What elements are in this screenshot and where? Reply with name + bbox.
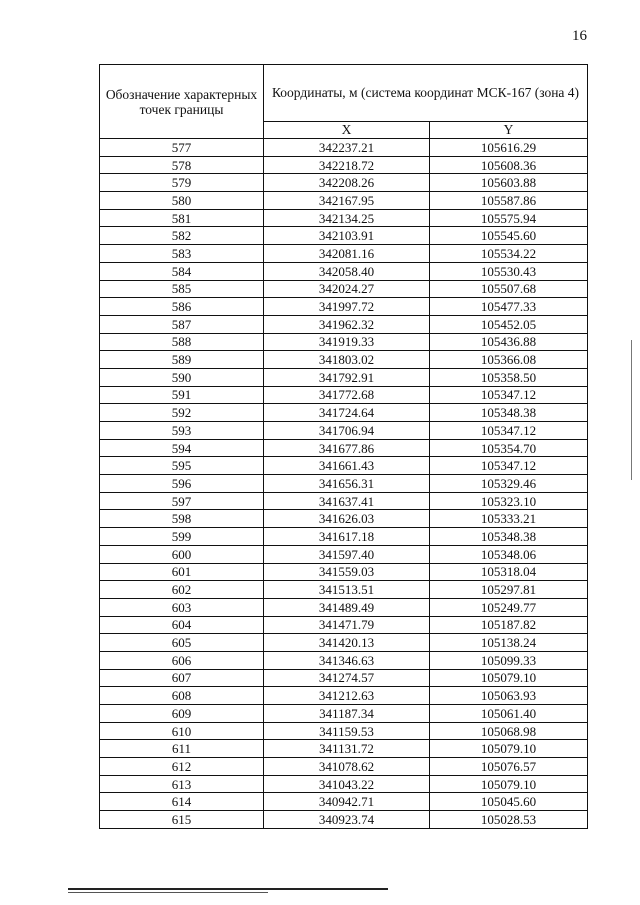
table-body	[100, 139, 588, 829]
header-x: X	[264, 121, 430, 138]
x-coordinate-cell: 341471.79	[264, 616, 430, 634]
y-coordinate-cell: 105079.10	[430, 669, 588, 687]
y-coordinate-cell: 105616.29	[430, 139, 588, 157]
table-row	[100, 139, 588, 157]
table-row	[100, 156, 588, 174]
table-row	[100, 598, 588, 616]
x-coordinate-cell: 341724.64	[264, 404, 430, 422]
header-point-label	[100, 65, 264, 139]
x-coordinate-cell: 341803.02	[264, 351, 430, 369]
table-row	[100, 758, 588, 776]
y-coordinate-cell: 105348.38	[430, 528, 588, 546]
x-coordinate-cell: 341513.51	[264, 581, 430, 599]
point-id-cell: 608	[100, 687, 264, 705]
x-coordinate-cell: 341212.63	[264, 687, 430, 705]
y-coordinate-cell: 105348.38	[430, 404, 588, 422]
point-id-cell: 595	[100, 457, 264, 475]
y-coordinate-cell: 105187.82	[430, 616, 588, 634]
x-coordinate-cell: 342081.16	[264, 245, 430, 263]
point-id-cell: 611	[100, 740, 264, 758]
point-id-cell: 603	[100, 598, 264, 616]
table-row	[100, 510, 588, 528]
point-id-cell: 587	[100, 315, 264, 333]
x-coordinate-cell: 342218.72	[264, 156, 430, 174]
y-coordinate-cell: 105068.98	[430, 722, 588, 740]
y-coordinate-cell: 105099.33	[430, 651, 588, 669]
x-coordinate-cell: 341043.22	[264, 775, 430, 793]
point-id-cell: 577	[100, 139, 264, 157]
table-row	[100, 634, 588, 652]
y-coordinate-cell: 105477.33	[430, 298, 588, 316]
x-coordinate-cell: 341617.18	[264, 528, 430, 546]
y-coordinate-cell: 105545.60	[430, 227, 588, 245]
point-id-cell: 591	[100, 386, 264, 404]
point-id-cell: 596	[100, 475, 264, 493]
footer-rule	[68, 888, 388, 890]
y-coordinate-cell: 105603.88	[430, 174, 588, 192]
y-coordinate-cell: 105028.53	[430, 811, 588, 829]
y-coordinate-cell: 105347.12	[430, 422, 588, 440]
x-coordinate-cell: 342167.95	[264, 192, 430, 210]
x-coordinate-cell: 341597.40	[264, 545, 430, 563]
x-coordinate-cell: 341187.34	[264, 705, 430, 723]
header-coordinates	[264, 65, 588, 122]
scan-edge-mark	[631, 340, 632, 480]
x-coordinate-cell: 342208.26	[264, 174, 430, 192]
table-row	[100, 298, 588, 316]
point-id-cell: 599	[100, 528, 264, 546]
x-coordinate-cell: 340923.74	[264, 811, 430, 829]
x-coordinate-cell: 341346.63	[264, 651, 430, 669]
y-coordinate-cell: 105079.10	[430, 740, 588, 758]
table-row	[100, 563, 588, 581]
table-row	[100, 209, 588, 227]
x-coordinate-cell: 341420.13	[264, 634, 430, 652]
point-id-cell: 602	[100, 581, 264, 599]
table-row	[100, 315, 588, 333]
table-row	[100, 811, 588, 829]
table-row	[100, 687, 588, 705]
table-row	[100, 174, 588, 192]
y-coordinate-cell: 105347.12	[430, 386, 588, 404]
table-row	[100, 333, 588, 351]
x-coordinate-cell: 341997.72	[264, 298, 430, 316]
x-coordinate-cell: 341706.94	[264, 422, 430, 440]
x-coordinate-cell: 342134.25	[264, 209, 430, 227]
table-row	[100, 192, 588, 210]
y-coordinate-cell: 105249.77	[430, 598, 588, 616]
y-coordinate-cell: 105608.36	[430, 156, 588, 174]
point-id-cell: 605	[100, 634, 264, 652]
x-coordinate-cell: 341656.31	[264, 475, 430, 493]
y-coordinate-cell: 105366.08	[430, 351, 588, 369]
table-row	[100, 245, 588, 263]
x-coordinate-cell: 341131.72	[264, 740, 430, 758]
x-coordinate-cell: 342103.91	[264, 227, 430, 245]
y-coordinate-cell: 105587.86	[430, 192, 588, 210]
point-id-cell: 613	[100, 775, 264, 793]
point-id-cell: 585	[100, 280, 264, 298]
table-row	[100, 705, 588, 723]
y-coordinate-cell: 105329.46	[430, 475, 588, 493]
point-id-cell: 614	[100, 793, 264, 811]
header-coordinates-text: Координаты, м (система координат МСК-167 (зона 4)	[271, 85, 580, 101]
point-id-cell: 581	[100, 209, 264, 227]
table-row	[100, 404, 588, 422]
x-coordinate-cell: 341919.33	[264, 333, 430, 351]
point-id-cell: 607	[100, 669, 264, 687]
point-id-cell: 589	[100, 351, 264, 369]
point-id-cell: 615	[100, 811, 264, 829]
x-coordinate-cell: 341661.43	[264, 457, 430, 475]
point-id-cell: 609	[100, 705, 264, 723]
point-id-cell: 580	[100, 192, 264, 210]
table-row	[100, 351, 588, 369]
table-row	[100, 722, 588, 740]
y-coordinate-cell: 105354.70	[430, 439, 588, 457]
x-coordinate-cell: 341772.68	[264, 386, 430, 404]
y-coordinate-cell: 105530.43	[430, 262, 588, 280]
point-id-cell: 594	[100, 439, 264, 457]
table-row	[100, 581, 588, 599]
x-coordinate-cell: 341559.03	[264, 563, 430, 581]
point-id-cell: 610	[100, 722, 264, 740]
x-coordinate-cell: 341489.49	[264, 598, 430, 616]
point-id-cell: 590	[100, 368, 264, 386]
x-coordinate-cell: 342024.27	[264, 280, 430, 298]
y-coordinate-cell: 105045.60	[430, 793, 588, 811]
x-coordinate-cell: 341159.53	[264, 722, 430, 740]
x-coordinate-cell: 342058.40	[264, 262, 430, 280]
y-coordinate-cell: 105063.93	[430, 687, 588, 705]
y-coordinate-cell: 105138.24	[430, 634, 588, 652]
x-coordinate-cell: 342237.21	[264, 139, 430, 157]
x-coordinate-cell: 340942.71	[264, 793, 430, 811]
point-id-cell: 593	[100, 422, 264, 440]
point-id-cell: 583	[100, 245, 264, 263]
header-y: Y	[430, 121, 588, 138]
table-row	[100, 492, 588, 510]
y-coordinate-cell: 105061.40	[430, 705, 588, 723]
table-row	[100, 280, 588, 298]
header-point-label-text: Обозначение характерных точек границы	[105, 86, 258, 117]
table-row	[100, 262, 588, 280]
footer-rule-secondary	[68, 892, 268, 893]
table-row	[100, 616, 588, 634]
point-id-cell: 579	[100, 174, 264, 192]
point-id-cell: 601	[100, 563, 264, 581]
point-id-cell: 612	[100, 758, 264, 776]
x-coordinate-cell: 341792.91	[264, 368, 430, 386]
y-coordinate-cell: 105079.10	[430, 775, 588, 793]
table-row	[100, 740, 588, 758]
table-row	[100, 386, 588, 404]
point-id-cell: 597	[100, 492, 264, 510]
x-coordinate-cell: 341962.32	[264, 315, 430, 333]
point-id-cell: 598	[100, 510, 264, 528]
y-coordinate-cell: 105348.06	[430, 545, 588, 563]
page-number: 16	[572, 28, 587, 44]
y-coordinate-cell: 105333.21	[430, 510, 588, 528]
x-coordinate-cell: 341626.03	[264, 510, 430, 528]
table-row	[100, 528, 588, 546]
point-id-cell: 592	[100, 404, 264, 422]
table-row	[100, 227, 588, 245]
y-coordinate-cell: 105575.94	[430, 209, 588, 227]
y-coordinate-cell: 105507.68	[430, 280, 588, 298]
table-row	[100, 422, 588, 440]
table-row	[100, 457, 588, 475]
x-coordinate-cell: 341274.57	[264, 669, 430, 687]
y-coordinate-cell: 105297.81	[430, 581, 588, 599]
point-id-cell: 586	[100, 298, 264, 316]
y-coordinate-cell: 105436.88	[430, 333, 588, 351]
y-coordinate-cell: 105534.22	[430, 245, 588, 263]
point-id-cell: 588	[100, 333, 264, 351]
x-coordinate-cell: 341078.62	[264, 758, 430, 776]
point-id-cell: 604	[100, 616, 264, 634]
y-coordinate-cell: 105358.50	[430, 368, 588, 386]
coordinates-table	[99, 64, 588, 829]
table-row	[100, 669, 588, 687]
y-coordinate-cell: 105347.12	[430, 457, 588, 475]
x-coordinate-cell: 341677.86	[264, 439, 430, 457]
table-row	[100, 368, 588, 386]
table-row	[100, 651, 588, 669]
y-coordinate-cell: 105076.57	[430, 758, 588, 776]
table-row	[100, 439, 588, 457]
x-coordinate-cell: 341637.41	[264, 492, 430, 510]
point-id-cell: 584	[100, 262, 264, 280]
table-row	[100, 545, 588, 563]
table-row	[100, 793, 588, 811]
y-coordinate-cell: 105323.10	[430, 492, 588, 510]
point-id-cell: 582	[100, 227, 264, 245]
point-id-cell: 600	[100, 545, 264, 563]
point-id-cell: 578	[100, 156, 264, 174]
y-coordinate-cell: 105318.04	[430, 563, 588, 581]
point-id-cell: 606	[100, 651, 264, 669]
table-row	[100, 775, 588, 793]
y-coordinate-cell: 105452.05	[430, 315, 588, 333]
table-row	[100, 475, 588, 493]
